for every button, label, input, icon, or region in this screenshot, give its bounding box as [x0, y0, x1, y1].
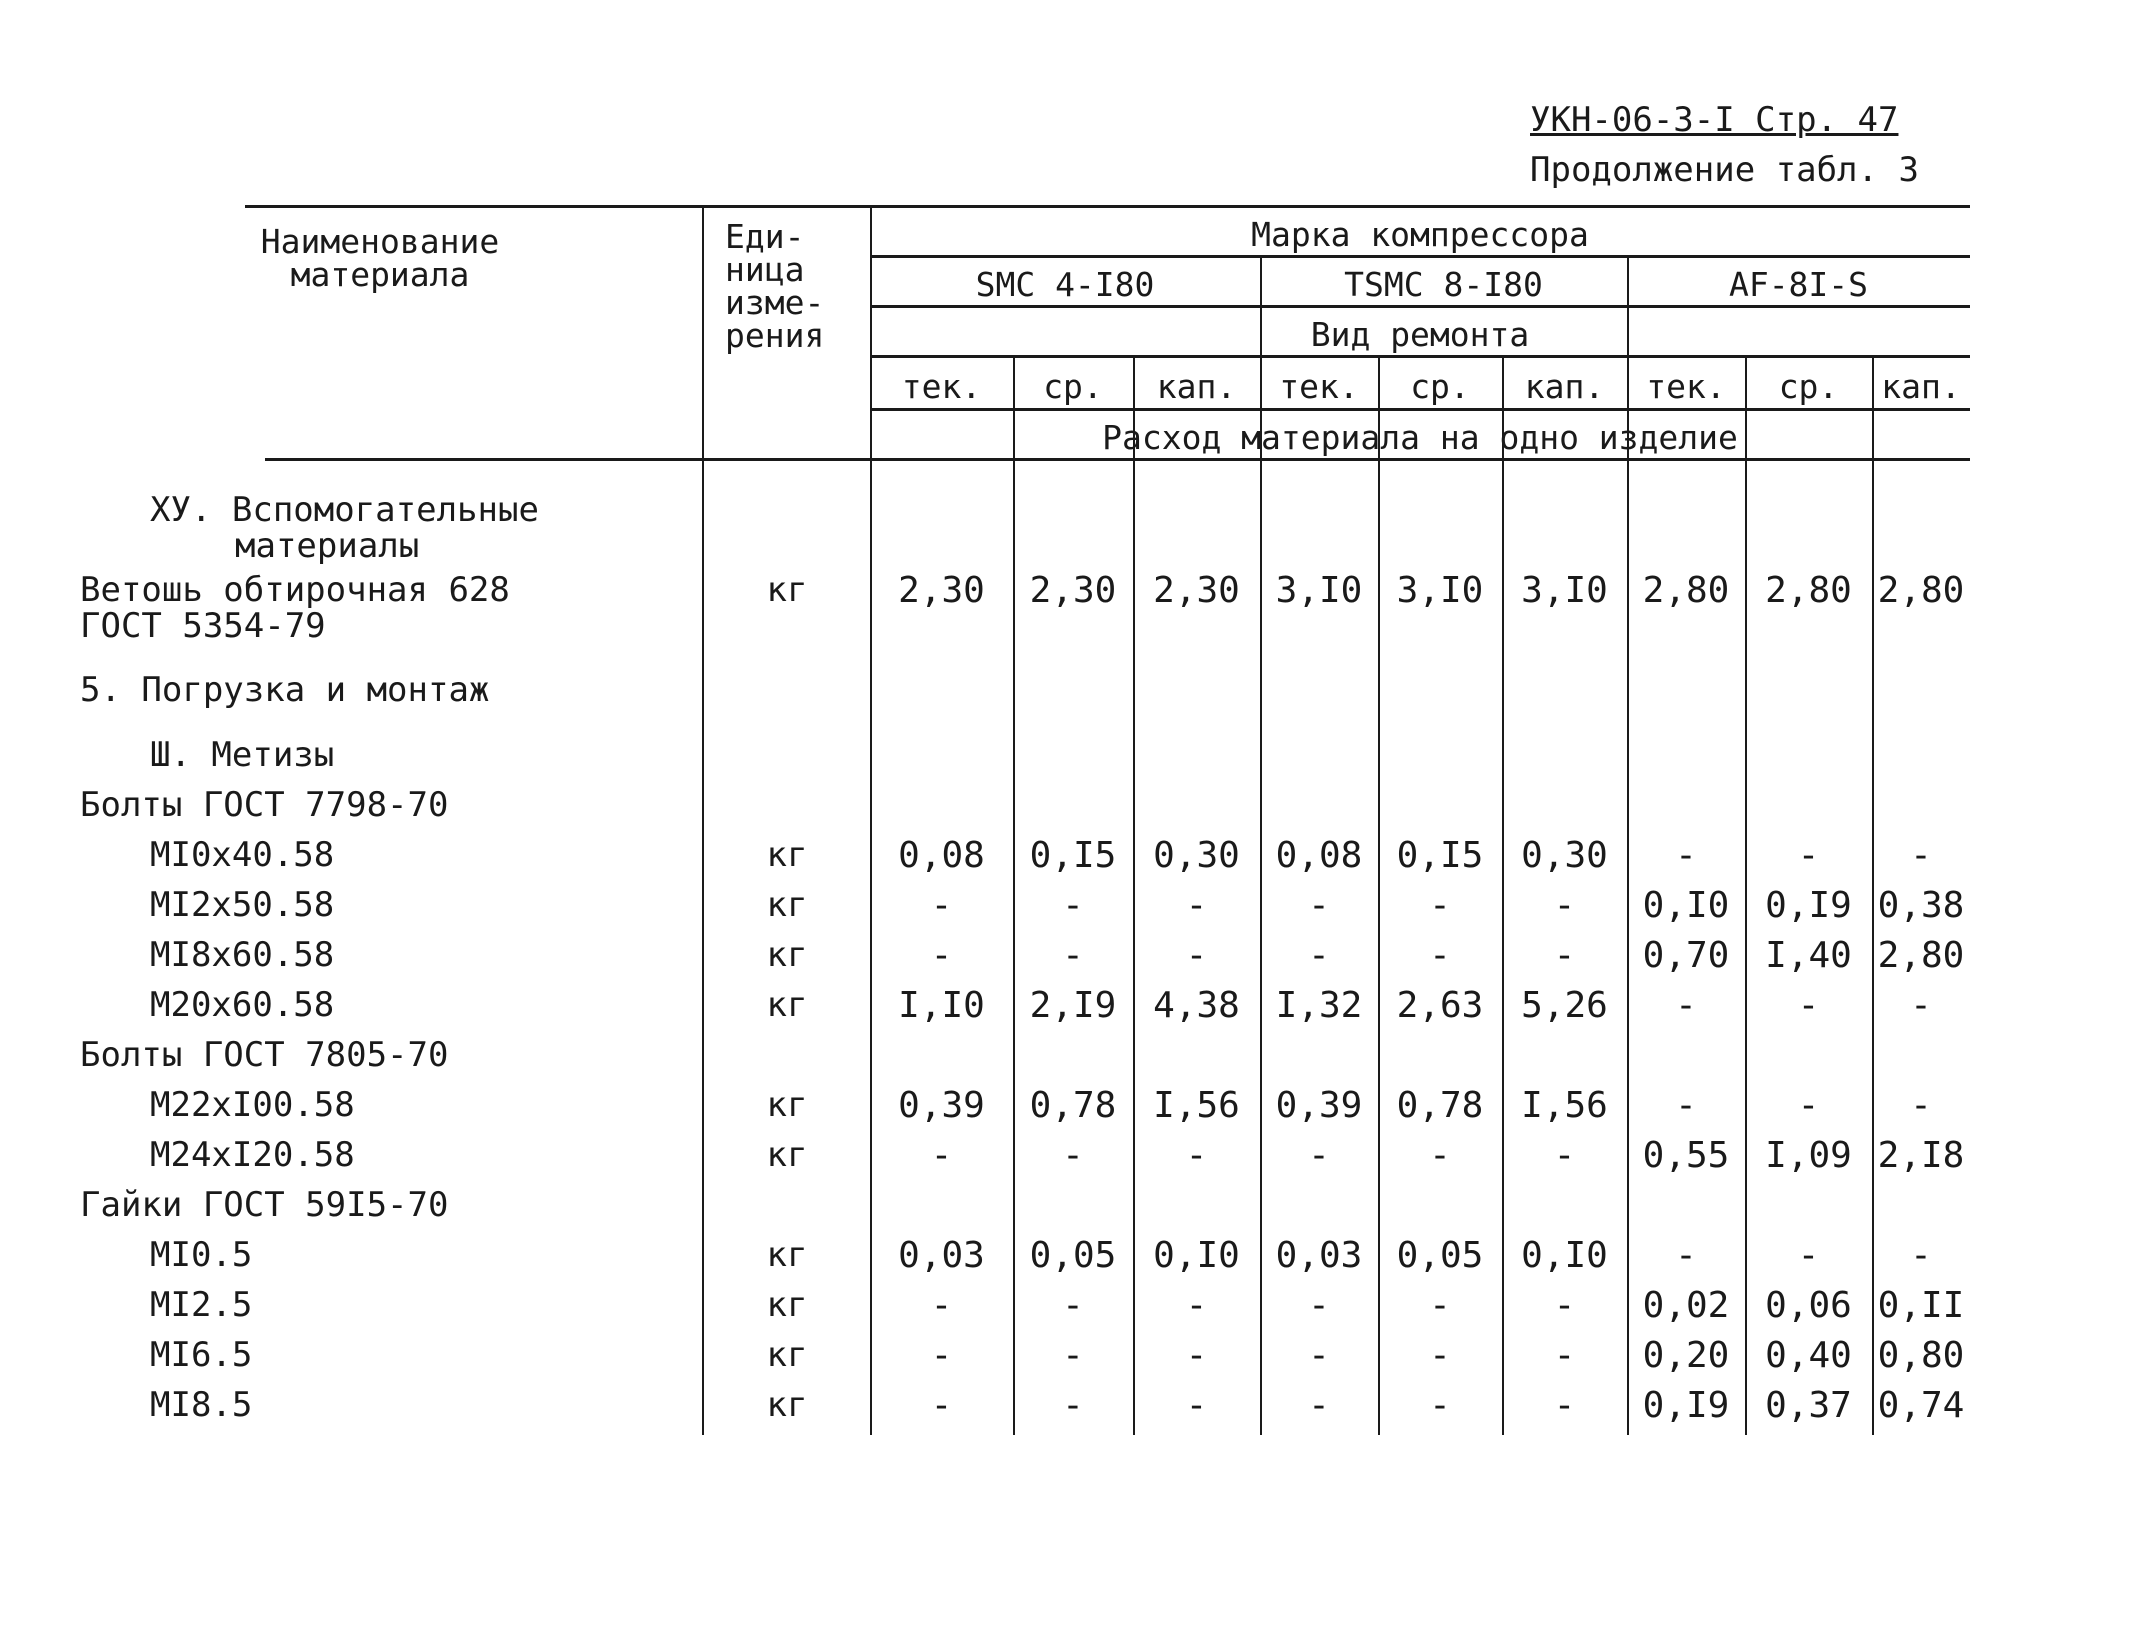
row-name-line: Гайки ГОСТ 59I5-70	[80, 1185, 449, 1225]
row-name	[80, 570, 510, 646]
table-cell: 0,I0	[1153, 1235, 1240, 1276]
row-name-line: М20х60.58	[150, 985, 335, 1025]
row-name	[150, 885, 334, 925]
table-cell: 0,70	[1642, 935, 1730, 976]
header-unit-line: ница	[725, 250, 805, 289]
row-unit: кг	[766, 1085, 808, 1125]
table-cell: -	[1185, 1335, 1208, 1376]
table-cell: -	[1797, 985, 1820, 1026]
table-cell: -	[1062, 885, 1084, 926]
row-name-line: материалы	[235, 526, 420, 566]
table-cell: 2,30	[1029, 570, 1117, 611]
table-cell: -	[930, 1385, 953, 1426]
table-cell: 0,II	[1877, 1285, 1965, 1326]
table-cell: 0,20	[1642, 1335, 1730, 1376]
row-name	[150, 1135, 355, 1175]
table-cell: 0,78	[1396, 1085, 1484, 1126]
table-cell: -	[1675, 1085, 1697, 1126]
table-cell: 0,I0	[1521, 1235, 1608, 1276]
row-unit: кг	[766, 935, 808, 975]
row-name-line: 5. Погрузка и монтаж	[80, 670, 490, 710]
header-model: TSMC 8-I80	[1344, 265, 1543, 304]
row-unit: кг	[766, 1235, 808, 1275]
table-cell: -	[1910, 1235, 1932, 1276]
row-name	[150, 1385, 252, 1425]
table-cell: -	[1553, 935, 1576, 976]
table-cell: -	[930, 1135, 953, 1176]
table-cell: 0,78	[1029, 1085, 1117, 1126]
row-name-line: МI2х50.58	[150, 885, 335, 925]
row-name	[150, 735, 334, 775]
table-cell: I,56	[1521, 1085, 1608, 1126]
header-repair-kind: тек.	[1279, 367, 1359, 406]
row-name-line: МI6.5	[150, 1335, 253, 1375]
header-repair-kind: кап.	[1524, 367, 1605, 406]
table-cell: -	[930, 935, 953, 976]
header-compressor-brand: Марка компрессора	[1251, 215, 1589, 254]
row-name-line: Болты ГОСТ 7805-70	[80, 1035, 449, 1075]
table-cell: -	[1797, 1235, 1820, 1276]
header-model: SMC 4-I80	[975, 265, 1155, 304]
table-cell: 2,63	[1396, 985, 1484, 1026]
row-name	[150, 1335, 252, 1375]
table-cell: -	[1308, 885, 1330, 926]
table-cell: 2,30	[898, 570, 985, 611]
table-cell: -	[1797, 1085, 1820, 1126]
row-name-line: Болты ГОСТ 7798-70	[80, 785, 449, 825]
table-cell: 0,08	[1275, 835, 1363, 876]
row-unit: кг	[766, 1385, 808, 1425]
row-name	[80, 785, 448, 825]
header-material-name-line2: материала	[290, 255, 470, 294]
table-cell: -	[1429, 1135, 1451, 1176]
table-cell: 0,05	[1396, 1235, 1484, 1276]
table-cell: 2,I8	[1877, 1135, 1965, 1176]
table-cell: -	[1553, 1135, 1576, 1176]
table-cell: 3,I0	[1521, 570, 1608, 611]
table-cell: 2,I9	[1029, 985, 1117, 1026]
header-unit-line: Еди-	[725, 217, 805, 256]
header-repair-kind: ср.	[1043, 367, 1103, 406]
row-name-line: ХУ. Вспомогательные	[150, 490, 539, 530]
table-cell: I,09	[1765, 1135, 1852, 1176]
table-cell: 0,40	[1765, 1335, 1852, 1376]
table-cell: I,40	[1765, 935, 1852, 976]
table-cell: 0,I5	[1396, 835, 1484, 876]
table-cell: -	[930, 1285, 953, 1326]
table-cell: -	[1062, 1135, 1084, 1176]
table-cell: 0,I9	[1642, 1385, 1730, 1426]
table-cell: -	[930, 885, 953, 926]
header-bottom-rule	[265, 458, 1970, 461]
table-top-rule	[245, 205, 1970, 208]
table-cell: 0,08	[898, 835, 985, 876]
header-repair-type: Вид ремонта	[1310, 315, 1530, 354]
table-cell: -	[1062, 1335, 1084, 1376]
table-cell: -	[1308, 1135, 1330, 1176]
table-cell: -	[1308, 1285, 1330, 1326]
table-cell: -	[1553, 885, 1576, 926]
repair-kind-rule	[870, 408, 1970, 411]
row-name-line: Ш. Метизы	[150, 735, 335, 775]
row-name	[80, 1035, 448, 1075]
header-repair-kind: ср.	[1410, 367, 1470, 406]
table-cell: I,I0	[898, 985, 985, 1026]
row-name-line: М22хI00.58	[150, 1085, 355, 1125]
table-cell: 0,03	[898, 1235, 985, 1276]
header-consumption: Расход материала на одно изделие	[1102, 418, 1738, 457]
table-cell: 0,I9	[1765, 885, 1852, 926]
table-cell: -	[1062, 1385, 1084, 1426]
row-name	[150, 1285, 252, 1325]
table-cell: 2,30	[1153, 570, 1240, 611]
row-name-line: МI8.5	[150, 1385, 253, 1425]
table-cell: -	[1675, 835, 1697, 876]
table-cell: 0,I5	[1029, 835, 1117, 876]
document-reference: УКН-06-3-I Стр. 47	[1530, 100, 1899, 140]
row-name	[80, 670, 489, 710]
brand-rule	[870, 255, 1970, 258]
row-name-line: М24хI20.58	[150, 1135, 355, 1175]
table-cell: 0,03	[1275, 1235, 1363, 1276]
table-cell: -	[1185, 1135, 1208, 1176]
header-model: AF-8I-S	[1728, 265, 1869, 304]
table-cell: 0,30	[1521, 835, 1608, 876]
model-rule	[870, 305, 1970, 308]
row-name	[150, 490, 539, 566]
table-cell: -	[1185, 935, 1208, 976]
header-unit	[725, 217, 825, 355]
row-unit: кг	[766, 1285, 808, 1325]
table-cell: -	[1185, 1285, 1208, 1326]
table-cell: -	[1429, 1335, 1451, 1376]
table-cell: 2,80	[1877, 935, 1965, 976]
table-cell: -	[930, 1335, 953, 1376]
table-cell: -	[1553, 1285, 1576, 1326]
table-cell: 0,39	[898, 1085, 985, 1126]
row-unit: кг	[766, 570, 808, 610]
row-unit: кг	[766, 1335, 808, 1375]
table-cell: -	[1553, 1335, 1576, 1376]
table-cell: -	[1910, 1085, 1932, 1126]
table-cell: 0,05	[1029, 1235, 1117, 1276]
row-name	[150, 985, 334, 1025]
table-cell: 0,I0	[1642, 885, 1730, 926]
row-name	[150, 835, 334, 875]
table-cell: -	[1308, 1385, 1330, 1426]
table-cell: -	[1675, 1235, 1697, 1276]
row-name	[150, 935, 334, 975]
header-material-name-line1: Наименование	[260, 222, 500, 261]
table-cell: 2,80	[1765, 570, 1852, 611]
table-cell: -	[1910, 985, 1932, 1026]
table-cell: 0,55	[1642, 1135, 1730, 1176]
table-cell: 3,I0	[1396, 570, 1484, 611]
row-unit: кг	[766, 835, 808, 875]
header-material-name	[245, 222, 515, 294]
table-cell: -	[1429, 1285, 1451, 1326]
row-name-line: МI2.5	[150, 1285, 253, 1325]
table-cell: I,56	[1153, 1085, 1240, 1126]
table-cell: 3,I0	[1275, 570, 1363, 611]
table-cell: -	[1910, 835, 1932, 876]
table-cell: 0,02	[1642, 1285, 1730, 1326]
table-cell: 0,06	[1765, 1285, 1852, 1326]
table-cell: -	[1062, 935, 1084, 976]
table-cell: -	[1185, 1385, 1208, 1426]
table-cell: -	[1308, 935, 1330, 976]
row-unit: кг	[766, 985, 808, 1025]
table-cell: 0,38	[1877, 885, 1965, 926]
row-name-line: Ветошь обтирочная 628	[80, 570, 510, 610]
row-name-line: МI0х40.58	[150, 835, 335, 875]
table-cell: 4,38	[1153, 985, 1240, 1026]
table-cell: -	[1675, 985, 1697, 1026]
row-unit: кг	[766, 1135, 808, 1175]
header-unit-line: изме-	[725, 283, 825, 322]
row-name	[150, 1085, 355, 1125]
header-repair-kind: ср.	[1778, 367, 1839, 406]
row-unit: кг	[766, 885, 808, 925]
row-name	[80, 1185, 448, 1225]
table-continuation-label: Продолжение табл. 3	[1530, 150, 1919, 190]
row-name-line: МI0.5	[150, 1235, 253, 1275]
table-cell: 2,80	[1877, 570, 1965, 611]
header-repair-kind: тек.	[1646, 367, 1726, 406]
repair-type-rule	[870, 355, 1970, 358]
table-cell: I,32	[1275, 985, 1363, 1026]
table-cell: -	[1429, 885, 1451, 926]
header-repair-kind: кап.	[1881, 367, 1961, 406]
row-name	[150, 1235, 252, 1275]
table-cell: 0,74	[1877, 1385, 1965, 1426]
row-name-line: МI8х60.58	[150, 935, 335, 975]
table-cell: -	[1429, 1385, 1451, 1426]
table-cell: -	[1797, 835, 1820, 876]
header-repair-kind: кап.	[1156, 367, 1237, 406]
table-cell: -	[1429, 935, 1451, 976]
table-cell: -	[1062, 1285, 1084, 1326]
table-cell: -	[1308, 1335, 1330, 1376]
header-unit-line: рения	[725, 316, 825, 355]
table-cell: 0,39	[1275, 1085, 1363, 1126]
table-cell: 0,37	[1765, 1385, 1852, 1426]
table-cell: -	[1185, 885, 1208, 926]
header-repair-kind: тек.	[901, 367, 982, 406]
table-cell: 0,30	[1153, 835, 1240, 876]
row-name-line: ГОСТ 5354-79	[80, 606, 326, 646]
table-cell: -	[1553, 1385, 1576, 1426]
table-cell: 2,80	[1642, 570, 1730, 611]
table-cell: 5,26	[1521, 985, 1608, 1026]
table-cell: 0,80	[1877, 1335, 1965, 1376]
